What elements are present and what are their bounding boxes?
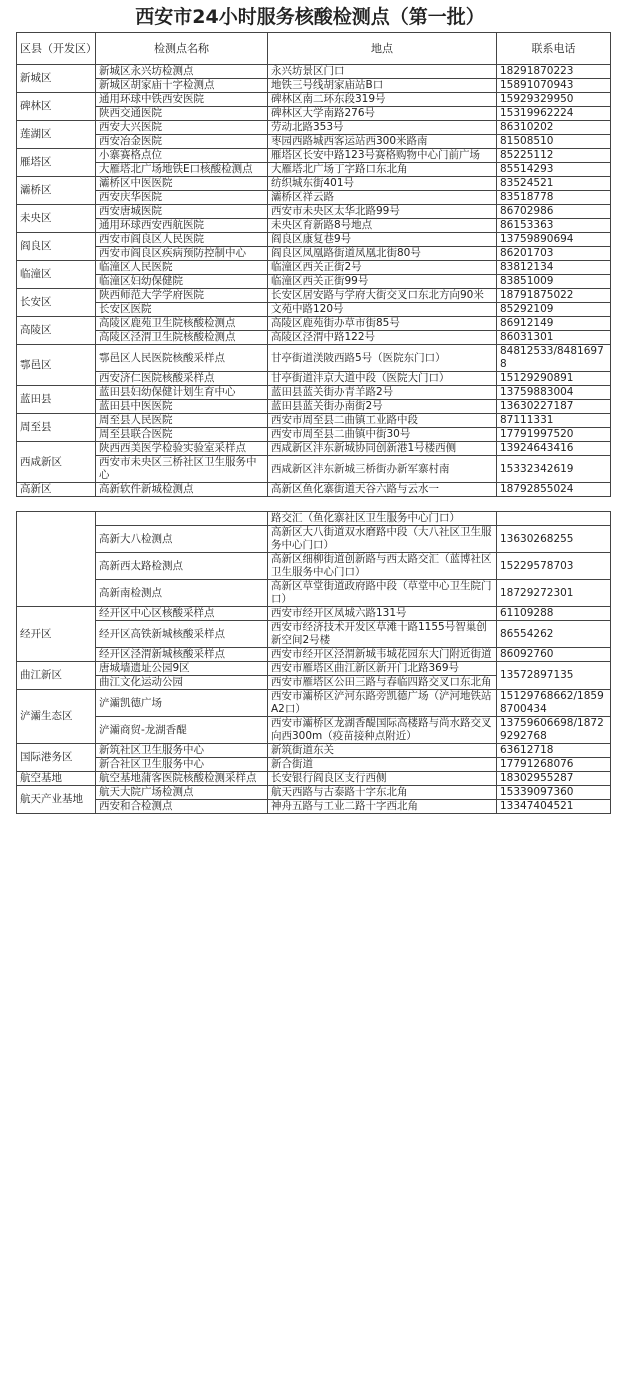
phone-cell: 18792855024 xyxy=(497,483,611,497)
address-cell: 西安市经开区泾渭新城韦城花园东大门附近街道 xyxy=(268,648,497,662)
site-name-cell: 唐城墙遗址公园9区 xyxy=(96,662,268,676)
site-name-cell: 长安区医院 xyxy=(96,303,268,317)
address-cell: 高新区草堂街道政府路中段（草堂中心卫生院门口） xyxy=(268,580,497,607)
table-row xyxy=(17,662,611,676)
address-cell: 西咸新区沣东新城三桥街办新军寨村南 xyxy=(268,456,497,483)
table-row xyxy=(17,690,611,717)
site-name-cell: 浐灞凯德广场 xyxy=(96,690,268,717)
table-row xyxy=(17,483,611,497)
district-cell: 新城区 xyxy=(17,65,96,93)
address-cell: 长安区居安路与学府大街交叉口东北方向90米 xyxy=(268,289,497,303)
site-name-cell: 经开区高铁新城核酸采样点 xyxy=(96,621,268,648)
phone-cell: 15319962224 xyxy=(497,107,611,121)
page-title: 西安市24小时服务核酸检测点（第一批） xyxy=(135,6,485,28)
phone-cell: 18729272301 xyxy=(497,580,611,607)
site-name-cell: 陕西西美医学检验实验室采样点 xyxy=(96,442,268,456)
phone-cell: 13759890694 xyxy=(497,233,611,247)
site-name-cell xyxy=(96,512,268,526)
table-row xyxy=(17,163,611,177)
phone-cell: 15339097360 xyxy=(497,786,611,800)
address-cell: 西安市未央区太华北路99号 xyxy=(268,205,497,219)
address-cell: 航天西路与古泰路十字东北角 xyxy=(268,786,497,800)
site-name-cell: 蓝田县妇幼保健计划生育中心 xyxy=(96,386,268,400)
table-row xyxy=(17,400,611,414)
table-row xyxy=(17,289,611,303)
table-row xyxy=(17,345,611,372)
table-row xyxy=(17,317,611,331)
table-row xyxy=(17,786,611,800)
address-cell: 西安市雁塔区曲江新区新开门北路369号 xyxy=(268,662,497,676)
district-cell: 雁塔区 xyxy=(17,149,96,177)
site-name-cell: 经开区泾渭新城核酸采样点 xyxy=(96,648,268,662)
district-cell: 莲湖区 xyxy=(17,121,96,149)
district-cell: 曲江新区 xyxy=(17,662,96,690)
site-name-cell: 西安庆华医院 xyxy=(96,191,268,205)
phone-cell: 86201703 xyxy=(497,247,611,261)
district-cell: 经开区 xyxy=(17,607,96,662)
table-row xyxy=(17,93,611,107)
district-cell: 阎良区 xyxy=(17,233,96,261)
table-row xyxy=(17,526,611,553)
table-row xyxy=(17,553,611,580)
table-row xyxy=(17,386,611,400)
address-cell: 高新区大八街道双水磨路中段（大八社区卫生服务中心门口） xyxy=(268,526,497,553)
table-row xyxy=(17,442,611,456)
district-cell: 西咸新区 xyxy=(17,442,96,483)
header-district: 区县（开发区） xyxy=(17,33,96,65)
site-name-cell: 新合社区卫生服务中心 xyxy=(96,758,268,772)
site-name-cell: 新城区胡家庙十字检测点 xyxy=(96,79,268,93)
site-name-cell: 高新南检测点 xyxy=(96,580,268,607)
address-cell: 甘亭街道渼陂西路5号（医院东门口） xyxy=(268,345,497,372)
address-cell: 新合街道 xyxy=(268,758,497,772)
phone-cell: 85514293 xyxy=(497,163,611,177)
phone-cell: 13759883004 xyxy=(497,386,611,400)
phone-cell: 86554262 xyxy=(497,621,611,648)
site-name-cell: 西安唐城医院 xyxy=(96,205,268,219)
site-name-cell: 大雁塔北广场地铁E口核酸检测点 xyxy=(96,163,268,177)
phone-cell: 83524521 xyxy=(497,177,611,191)
site-name-cell: 小寨赛格点位 xyxy=(96,149,268,163)
address-cell: 地铁三号线胡家庙站B口 xyxy=(268,79,497,93)
table-row xyxy=(17,580,611,607)
site-name-cell: 西安冶金医院 xyxy=(96,135,268,149)
phone-cell: 84812533/84816978 xyxy=(497,345,611,372)
phone-cell: 13924643416 xyxy=(497,442,611,456)
site-name-cell: 浐灞商贸-龙湖香醍 xyxy=(96,717,268,744)
table-row xyxy=(17,177,611,191)
phone-cell: 85292109 xyxy=(497,303,611,317)
district-cell: 鄠邑区 xyxy=(17,345,96,386)
address-cell: 路交汇（鱼化寨社区卫生服务中心门口） xyxy=(268,512,497,526)
phone-cell: 15332342619 xyxy=(497,456,611,483)
address-cell: 枣园西路城西客运站西300米路南 xyxy=(268,135,497,149)
table-row xyxy=(17,621,611,648)
phone-cell: 86092760 xyxy=(497,648,611,662)
site-name-cell: 鄠邑区人民医院核酸采样点 xyxy=(96,345,268,372)
table-row xyxy=(17,275,611,289)
address-cell: 高陵区鹿苑街办草市街85号 xyxy=(268,317,497,331)
site-name-cell: 西安和合检测点 xyxy=(96,800,268,814)
district-cell: 航空基地 xyxy=(17,772,96,786)
address-cell: 阎良区凤凰路街道凤凰北街80号 xyxy=(268,247,497,261)
table-row xyxy=(17,456,611,483)
phone-cell: 87111331 xyxy=(497,414,611,428)
phone-cell: 15929329950 xyxy=(497,93,611,107)
district-cell: 碑林区 xyxy=(17,93,96,121)
address-cell: 西安市经济技术开发区草滩十路1155号智巢创新空间2号楼 xyxy=(268,621,497,648)
phone-cell: 86912149 xyxy=(497,317,611,331)
address-cell: 长安银行阎良区支行西侧 xyxy=(268,772,497,786)
phone-cell: 18291870223 xyxy=(497,65,611,79)
district-cell: 临潼区 xyxy=(17,261,96,289)
table-row xyxy=(17,191,611,205)
address-cell: 未央区育新路8号地点 xyxy=(268,219,497,233)
address-cell: 高新区细柳街道创新路与西太路交汇（蓝博社区卫生服务中心门口） xyxy=(268,553,497,580)
table-row xyxy=(17,648,611,662)
address-cell: 阎良区康复巷9号 xyxy=(268,233,497,247)
address-cell: 高陵区泾渭中路122号 xyxy=(268,331,497,345)
table-row xyxy=(17,219,611,233)
testing-sites-table-part2 xyxy=(16,511,611,814)
phone-cell: 61109288 xyxy=(497,607,611,621)
address-cell: 劳动北路353号 xyxy=(268,121,497,135)
site-name-cell: 临潼区妇幼保健院 xyxy=(96,275,268,289)
site-name-cell: 西安市阎良区人民医院 xyxy=(96,233,268,247)
address-cell: 碑林区大学南路276号 xyxy=(268,107,497,121)
table-row xyxy=(17,772,611,786)
address-cell: 雁塔区长安中路123号赛格购物中心门前广场 xyxy=(268,149,497,163)
site-name-cell: 新城区永兴坊检测点 xyxy=(96,65,268,79)
table-row xyxy=(17,800,611,814)
address-cell: 高新区鱼化寨街道天谷六路与云水一 xyxy=(268,483,497,497)
site-name-cell: 高新西太路检测点 xyxy=(96,553,268,580)
table-row xyxy=(17,79,611,93)
site-name-cell: 曲江文化运动公园 xyxy=(96,676,268,690)
header-phone: 联系电话 xyxy=(497,33,611,65)
phone-cell: 13347404521 xyxy=(497,800,611,814)
phone-cell: 13572897135 xyxy=(497,662,611,690)
table-row xyxy=(17,414,611,428)
site-name-cell: 蓝田县中医医院 xyxy=(96,400,268,414)
site-name-cell: 周至县联合医院 xyxy=(96,428,268,442)
phone-cell: 17791268076 xyxy=(497,758,611,772)
site-name-cell: 高新大八检测点 xyxy=(96,526,268,553)
table-row xyxy=(17,372,611,386)
table-row xyxy=(17,233,611,247)
address-cell: 灞桥区祥云路 xyxy=(268,191,497,205)
address-cell: 西安市经开区凤城六路131号 xyxy=(268,607,497,621)
address-cell: 西安市雁塔区公田三路与春临四路交叉口东北角 xyxy=(268,676,497,690)
address-cell: 神舟五路与工业二路十字西北角 xyxy=(268,800,497,814)
address-cell: 碑林区南二环东段319号 xyxy=(268,93,497,107)
address-cell: 纺织城东街401号 xyxy=(268,177,497,191)
phone-cell: 85225112 xyxy=(497,149,611,163)
phone-cell: 83851009 xyxy=(497,275,611,289)
site-name-cell: 陕西交通医院 xyxy=(96,107,268,121)
district-cell: 灞桥区 xyxy=(17,177,96,205)
table-row xyxy=(17,261,611,275)
table-row xyxy=(17,149,611,163)
district-cell: 周至县 xyxy=(17,414,96,442)
phone-cell: 86153363 xyxy=(497,219,611,233)
address-cell: 临潼区西关正街99号 xyxy=(268,275,497,289)
site-name-cell: 航天大院广场检测点 xyxy=(96,786,268,800)
phone-cell: 15129290891 xyxy=(497,372,611,386)
site-name-cell: 西安济仁医院核酸采样点 xyxy=(96,372,268,386)
district-cell: 国际港务区 xyxy=(17,744,96,772)
site-name-cell: 航空基地蒲客医院核酸检测采样点 xyxy=(96,772,268,786)
table-row xyxy=(17,121,611,135)
district-cell: 浐灞生态区 xyxy=(17,690,96,744)
phone-cell: 15229578703 xyxy=(497,553,611,580)
address-cell: 甘亭街道沣京大道中段（医院大门口） xyxy=(268,372,497,386)
table-row xyxy=(17,607,611,621)
table-row xyxy=(17,65,611,79)
address-cell: 西安市灞桥区龙湖香醍国际高楼路与尚水路交叉向西300m（疫苗接种点附近） xyxy=(268,717,497,744)
address-cell: 西安市灞桥区浐河东路旁凯德广场（浐河地铁站A2口） xyxy=(268,690,497,717)
header-address: 地点 xyxy=(268,33,497,65)
district-cell: 高陵区 xyxy=(17,317,96,345)
site-name-cell: 西安市阎良区疾病预防控制中心 xyxy=(96,247,268,261)
site-name-cell: 灞桥区中医医院 xyxy=(96,177,268,191)
phone-cell: 15129768662/18598700434 xyxy=(497,690,611,717)
phone-cell: 13630268255 xyxy=(497,526,611,553)
phone-cell: 18302955287 xyxy=(497,772,611,786)
address-cell: 永兴坊景区门口 xyxy=(268,65,497,79)
site-name-cell: 陕西师范大学学府医院 xyxy=(96,289,268,303)
table-row xyxy=(17,135,611,149)
address-cell: 大雁塔北广场丁字路口东北角 xyxy=(268,163,497,177)
table-row xyxy=(17,428,611,442)
site-name-cell: 高陵区泾渭卫生院核酸检测点 xyxy=(96,331,268,345)
site-name-cell: 高陵区鹿苑卫生院核酸检测点 xyxy=(96,317,268,331)
site-name-cell: 高新软件新城检测点 xyxy=(96,483,268,497)
phone-cell: 13759606698/18729292768 xyxy=(497,717,611,744)
table-row xyxy=(17,717,611,744)
address-cell: 新筑街道东关 xyxy=(268,744,497,758)
phone-cell: 86310202 xyxy=(497,121,611,135)
table-row xyxy=(17,107,611,121)
phone-cell: 86031301 xyxy=(497,331,611,345)
table-row xyxy=(17,758,611,772)
address-cell: 临潼区西关正街2号 xyxy=(268,261,497,275)
site-name-cell: 经开区中心区核酸采样点 xyxy=(96,607,268,621)
district-cell: 航天产业基地 xyxy=(17,786,96,814)
table-row xyxy=(17,331,611,345)
table-row xyxy=(17,205,611,219)
address-cell: 文苑中路120号 xyxy=(268,303,497,317)
site-name-cell: 周至县人民医院 xyxy=(96,414,268,428)
district-cell: 高新区 xyxy=(17,483,96,497)
address-cell: 西咸新区沣东新城协同创新港1号楼西侧 xyxy=(268,442,497,456)
site-name-cell: 西安市未央区三桥社区卫生服务中心 xyxy=(96,456,268,483)
phone-cell: 83518778 xyxy=(497,191,611,205)
address-cell: 西安市周至县二曲镇中街30号 xyxy=(268,428,497,442)
phone-cell: 63612718 xyxy=(497,744,611,758)
phone-cell: 18791875022 xyxy=(497,289,611,303)
header-site-name: 检测点名称 xyxy=(96,33,268,65)
testing-sites-table-part1 xyxy=(16,32,611,497)
district-cell: 未央区 xyxy=(17,205,96,233)
district-cell: 长安区 xyxy=(17,289,96,317)
address-cell: 西安市周至县二曲镇工业路中段 xyxy=(268,414,497,428)
phone-cell: 81508510 xyxy=(497,135,611,149)
phone-cell: 15891070943 xyxy=(497,79,611,93)
phone-cell: 13630227187 xyxy=(497,400,611,414)
site-name-cell: 西安大兴医院 xyxy=(96,121,268,135)
phone-cell: 86702986 xyxy=(497,205,611,219)
table-row xyxy=(17,303,611,317)
table-row xyxy=(17,744,611,758)
phone-cell: 17791997520 xyxy=(497,428,611,442)
site-name-cell: 新筑社区卫生服务中心 xyxy=(96,744,268,758)
site-name-cell: 临潼区人民医院 xyxy=(96,261,268,275)
table-row xyxy=(17,247,611,261)
address-cell: 蓝田县蓝关街办青羊路2号 xyxy=(268,386,497,400)
district-cell xyxy=(17,512,96,607)
table-row xyxy=(17,512,611,526)
district-cell: 蓝田县 xyxy=(17,386,96,414)
phone-cell: 83812134 xyxy=(497,261,611,275)
site-name-cell: 通用环球中铁西安医院 xyxy=(96,93,268,107)
address-cell: 蓝田县蓝关街办南街2号 xyxy=(268,400,497,414)
site-name-cell: 通用环球西安西航医院 xyxy=(96,219,268,233)
phone-cell xyxy=(497,512,611,526)
